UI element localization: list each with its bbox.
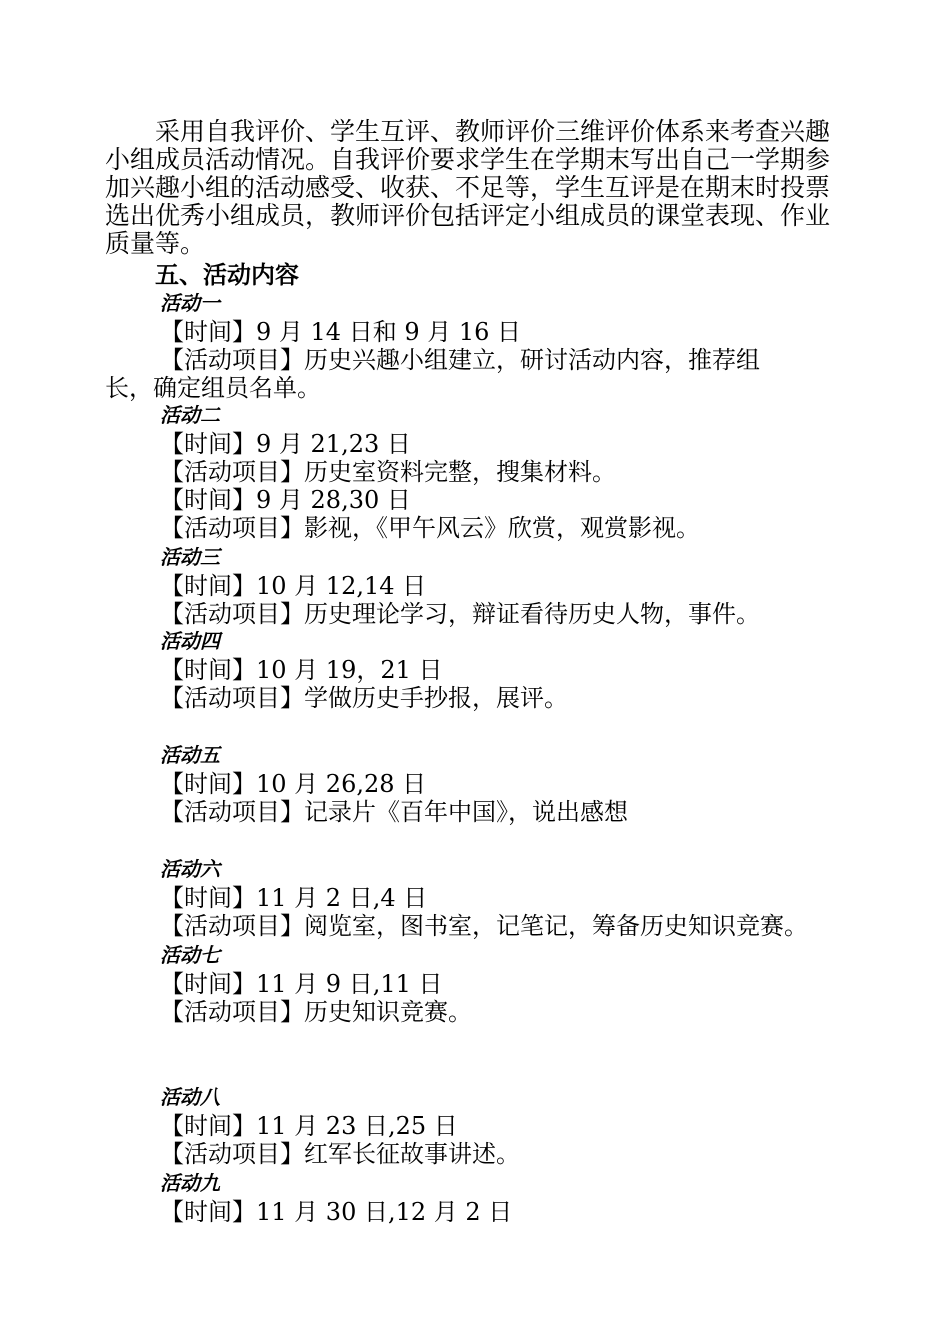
- activity-1-time: 【时间】9 月 14 日和 9 月 16 日: [160, 318, 522, 346]
- activity-2-item-1: 【活动项目】历史室资料完整，搜集材料。: [160, 458, 616, 486]
- activity-8-title: 活动八: [160, 1085, 220, 1109]
- activity-7-item: 【活动项目】历史知识竞赛。: [160, 998, 472, 1026]
- activity-3-item: 【活动项目】历史理论学习，辩证看待历史人物，事件。: [160, 600, 760, 628]
- activity-9-time: 【时间】11 月 30 日,12 月 2 日: [160, 1198, 513, 1226]
- activity-4-title: 活动四: [160, 629, 220, 653]
- activity-7-title: 活动七: [160, 943, 220, 967]
- activity-6-item: 【活动项目】阅览室，图书室，记笔记，筹备历史知识竞赛。: [160, 912, 808, 940]
- activity-4-time: 【时间】10 月 19，21 日: [160, 656, 443, 684]
- activity-2-title: 活动二: [160, 403, 220, 427]
- activity-3-title: 活动三: [160, 545, 220, 569]
- activity-1-title: 活动一: [160, 291, 220, 315]
- activity-1-item: 【活动项目】历史兴趣小组建立，研讨活动内容，推荐组长，确定组员名单。: [105, 346, 760, 402]
- activity-8-time: 【时间】11 月 23 日,25 日: [160, 1112, 458, 1140]
- activity-7-time: 【时间】11 月 9 日,11 日: [160, 970, 443, 998]
- activity-3-time: 【时间】10 月 12,14 日: [160, 572, 427, 600]
- activity-8-item: 【活动项目】红军长征故事讲述。: [160, 1140, 520, 1168]
- activity-6-time: 【时间】11 月 2 日,4 日: [160, 884, 428, 912]
- activity-2-item-2: 【活动项目】影视，《甲午风云》欣赏，观赏影视。: [160, 514, 700, 542]
- evaluation-paragraph: 采用自我评价、学生互评、教师评价三维评价体系来考查兴趣小组成员活动情况。自我评价要求学生在学期末写出自己一学期参加兴趣小组的活动感受、收获、不足等，学生互评是在期末时投票选出优秀小组成员，教师评价包括评定小组成员的课堂表现、作业质量等。: [105, 117, 831, 258]
- activity-5-title: 活动五: [160, 743, 220, 767]
- activity-4-item: 【活动项目】学做历史手抄报，展评。: [160, 684, 568, 712]
- section-heading: 五、活动内容: [155, 261, 299, 289]
- activity-9-title: 活动九: [160, 1171, 220, 1195]
- activity-5-time: 【时间】10 月 26,28 日: [160, 770, 427, 798]
- activity-2-time-2: 【时间】9 月 28,30 日: [160, 486, 411, 514]
- activity-2-time-1: 【时间】9 月 21,23 日: [160, 430, 411, 458]
- activity-6-title: 活动六: [160, 857, 220, 881]
- activity-5-item: 【活动项目】记录片《百年中国》，说出感想: [160, 798, 628, 826]
